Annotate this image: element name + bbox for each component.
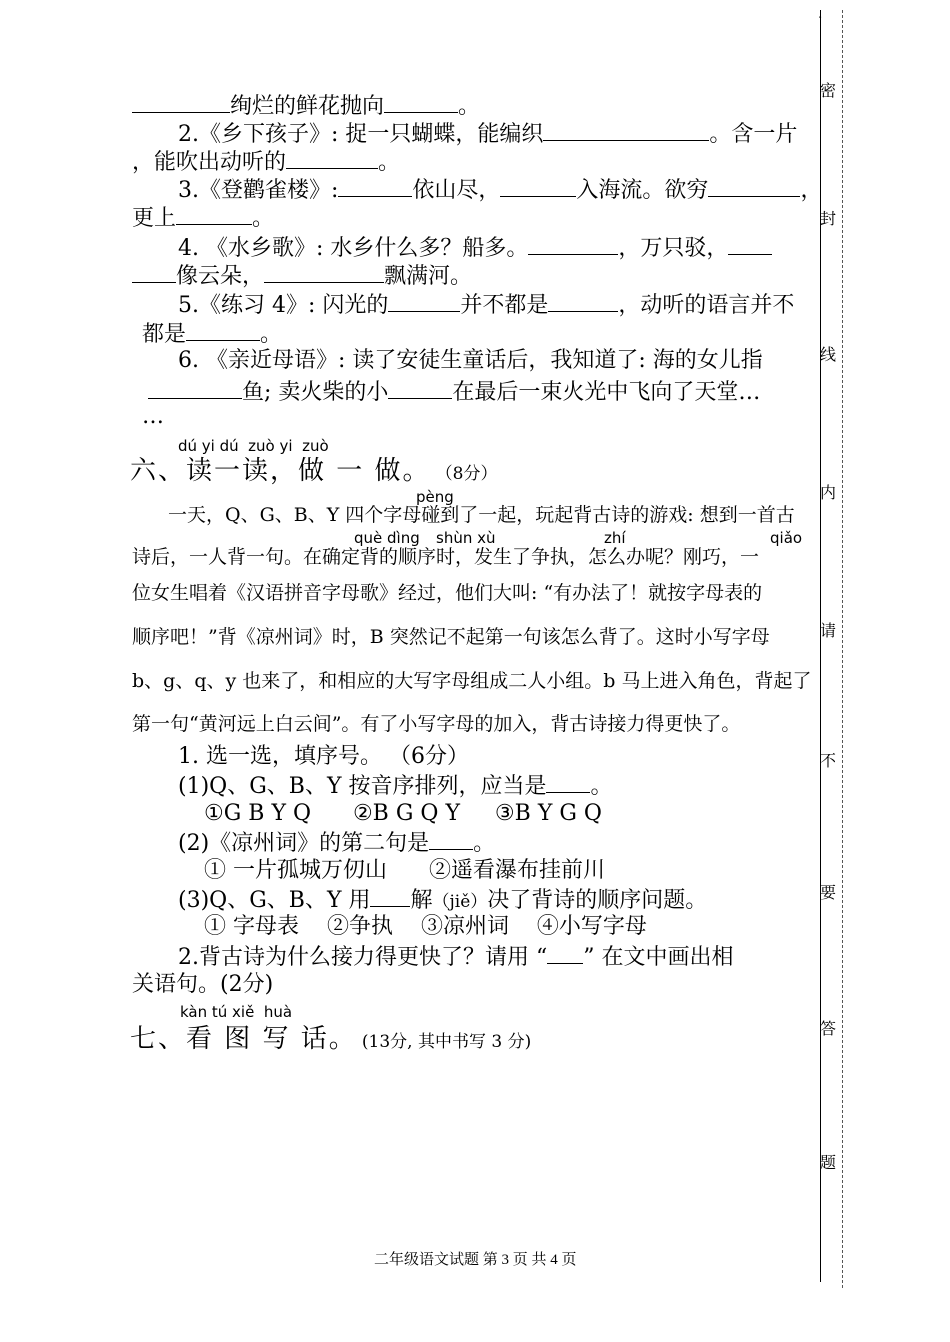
pinyin-zhi: zhí [604, 529, 626, 547]
blank[interactable] [728, 234, 772, 255]
blank[interactable] [176, 204, 252, 225]
question-1-1-options: ①G B Y Q ②B G Q Y ③B Y G Q [204, 801, 602, 826]
blank [547, 943, 583, 964]
blank[interactable] [132, 262, 176, 283]
pinyin-peng: pèng [416, 488, 454, 506]
question-1-title: 1. 选一选，填序号。 （6分） [178, 744, 469, 769]
question-1-1: (1)Q、G、B、Y 按音序排列，应当是 。 [178, 774, 613, 799]
passage-line-2: 诗后，一人背一句。在确定背的顺序时，发生了争执，怎么办呢？刚巧，一 [132, 546, 760, 568]
seal-char-7: 要 [820, 883, 837, 902]
blank[interactable] [264, 262, 384, 283]
seal-char-8: 答 [820, 1019, 837, 1038]
question-1-3-options: ① 字母表 ②争执 ③凉州词 ④小写字母 [204, 914, 647, 939]
seal-char-6: 不 [820, 751, 837, 770]
question-1-2: (2)《凉州词》的第二句是 。 [178, 831, 496, 856]
section-7-heading [130, 1024, 531, 1054]
line-1: 绚烂的鲜花抛向 。 [132, 92, 480, 120]
question-2-line-a: 2.背古诗为什么接力得更快了？请用 “ ” 在文中画出相 [178, 945, 734, 970]
passage-line-5: b、g、q、y 也来了，和相应的大写字母组成二人小组。b 马上进入角色，背起了 [132, 670, 812, 692]
question-2-line-b: 关语句。(2分) [132, 972, 274, 997]
question-6-line-2: 鱼; 卖火柴的小 在最后一束火光中飞向了天堂… [148, 378, 760, 406]
section-7-score: (13分, 其中书写 3 分) [361, 1032, 532, 1052]
pinyin-shunxu: shùn xù [436, 529, 496, 547]
question-1-2-options: ① 一片孤城万仞山 ②遥看瀑布挂前川 [204, 858, 605, 883]
question-1-3: (3)Q、G、B、Y 用 解（jiě）决了背诗的顺序问题。 [178, 888, 708, 913]
blank[interactable] [370, 886, 410, 907]
question-4-line-1: 4. 《水乡歌》: 水乡什么多？船多。 ，万只驳， [178, 234, 772, 262]
seal-char-1: 密 [820, 81, 837, 100]
seal-char-5: 请 [820, 621, 837, 640]
question-5-line-2: 都是 。 [142, 322, 283, 347]
question-2-line-2: ，能吹出动听的 。 [132, 150, 401, 175]
seal-char-4: 内 [820, 483, 837, 502]
blank[interactable] [708, 176, 800, 197]
blank[interactable] [543, 120, 709, 141]
corner-mark: . [818, 6, 823, 22]
section-6-title: 六、读一读，做 一 做。 [130, 456, 431, 486]
blank[interactable] [384, 92, 458, 113]
blank[interactable] [548, 291, 618, 312]
section-7-pinyin: kàn tú xiě huà [180, 1003, 293, 1021]
blank[interactable] [286, 148, 378, 169]
section-7-title: 七、看 图 写 话。 [130, 1024, 357, 1054]
pinyin-qiao: qiǎo [770, 529, 803, 547]
blank[interactable] [132, 92, 230, 113]
passage-line-1: 一天，Q、G、B、Y 四个字母碰到了一起，玩起背古诗的游戏: 想到一首古 [168, 504, 795, 526]
question-3-line-1: 3.《登鹳雀楼》: 依山尽， 入海流。欲穷 ， [178, 178, 823, 203]
blank[interactable] [186, 320, 260, 341]
page-footer: 二年级语文试题 第 3 页 共 4 页 [374, 1252, 577, 1268]
passage-line-6: 第一句“黄河远上白云间”。有了小写字母的加入，背古诗接力得更快了。 [132, 713, 741, 735]
question-5-line-1: 5.《练习 4》: 闪光的 并不都是 ，动听的语言并不 [178, 293, 795, 318]
blank[interactable] [528, 234, 618, 255]
blank[interactable] [546, 772, 590, 793]
seal-char-9: 题 [820, 1153, 837, 1172]
section-6-heading [130, 456, 497, 486]
blank[interactable] [500, 176, 576, 197]
question-3-line-2: 更上 。 [132, 206, 275, 231]
section-6-pinyin: dú yi dú zuò yi zuò [178, 437, 329, 455]
question-4-line-2: 像云朵， 飘满河。 [132, 262, 472, 290]
passage-line-4: 顺序吧！”背《凉州词》时，B 突然记不起第一句该怎么背了。这时小写字母 [132, 626, 770, 648]
blank[interactable] [388, 378, 452, 399]
blank[interactable] [429, 829, 473, 850]
question-6-line-3: … [142, 404, 164, 429]
blank[interactable] [148, 378, 242, 399]
passage-line-3: 位女生唱着《汉语拼音字母歌》经过，他们大叫: “有办法了！就按字母表的 [132, 582, 763, 604]
seal-char-2: 封 [820, 209, 837, 228]
seal-line-dashed [842, 10, 843, 1288]
question-6-line-1: 6. 《亲近母语》: 读了安徒生童话后，我知道了: 海的女儿指 [178, 348, 763, 373]
section-6-score: （8分） [435, 464, 498, 484]
blank[interactable] [338, 176, 412, 197]
question-2-line-1: 2.《乡下孩子》: 捉一只蝴蝶，能编织 。含一片 [178, 122, 798, 147]
blank[interactable] [388, 291, 460, 312]
pinyin-queding: què dìng [354, 529, 420, 547]
seal-char-3: 线 [820, 345, 837, 364]
